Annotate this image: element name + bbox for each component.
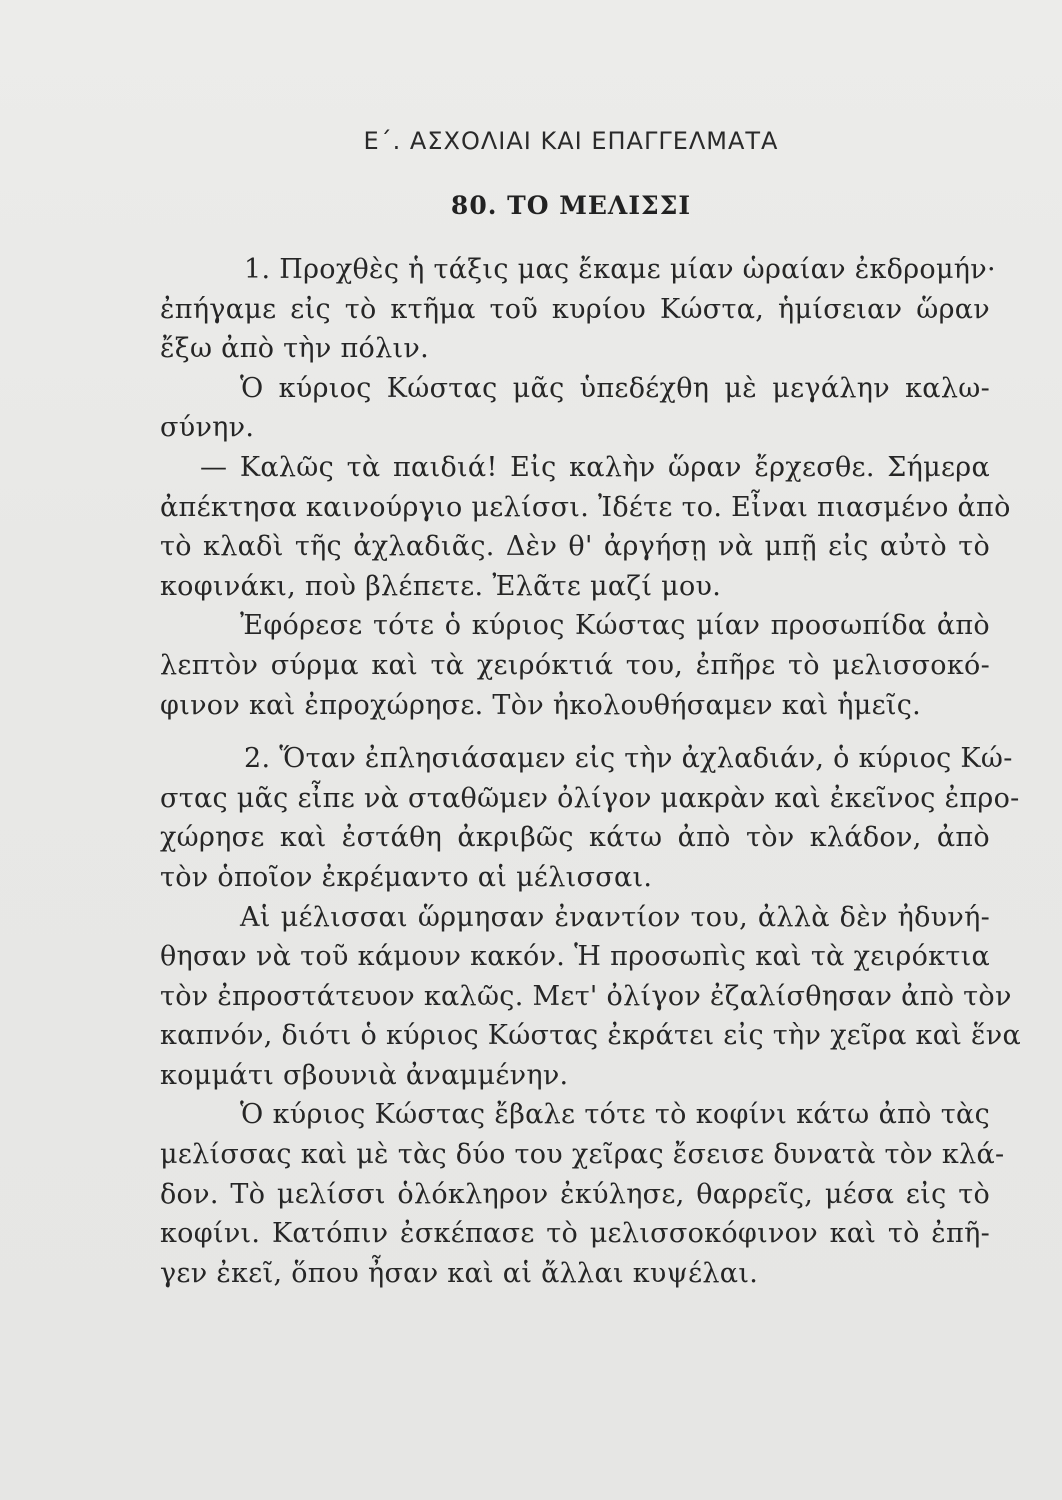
text-line: Αἱ μέλισσαι ὥρμησαν ἐναντίον του, ἀλλὰ δὲν ἠδυνή- <box>240 901 990 933</box>
text-line: χώρησε καὶ ἐστάθη ἀκριβῶς κάτω ἀπὸ τὸν κλάδον, ἀπὸ <box>160 822 990 854</box>
text-line: Ὁ κύριος Κώστας μᾶς ὑπεδέχθη μὲ μεγάλην καλω- <box>240 372 990 404</box>
text-line: σύνην. <box>160 412 255 444</box>
text-line: κομμάτι σβουνιὰ ἀναμμένην. <box>160 1059 569 1091</box>
text-line: μελίσσας καὶ μὲ τὰς δύο του χεῖρας ἔσεισε δυνατὰ τὸν κλά- <box>160 1139 1005 1171</box>
text-line: ἐπήγαμε εἰς τὸ κτῆμα τοῦ κυρίου Κώστα, ἡμίσειαν ὥραν <box>160 293 990 325</box>
text-line: κοφίνι. Κατόπιν ἐσκέπασε τὸ μελισσοκόφινον καὶ τὸ ἐπῆ- <box>160 1218 990 1250</box>
text-body <box>160 250 1022 1293</box>
text-line: Ἐφόρεσε τότε ὁ κύριος Κώστας μίαν προσωπίδα ἀπὸ <box>240 610 990 642</box>
text-line: τὸ κλαδὶ τῆς ἀχλαδιᾶς. Δὲν θ' ἀργήσῃ νὰ μπῇ εἰς αὐτὸ τὸ <box>160 531 990 563</box>
text-line: στας μᾶς εἶπε νὰ σταθῶμεν ὀλίγον μακρὰν καὶ ἐκεῖνος ἐπρο- <box>160 782 1020 814</box>
text-line: δον. Τὸ μελίσσι ὁλόκληρον ἐκύλησε, θαρρεῖς, μέσα εἰς τὸ <box>160 1178 990 1210</box>
text-line: Ὁ κύριος Κώστας ἔβαλε τότε τὸ κοφίνι κάτω ἀπὸ τὰς <box>240 1099 990 1131</box>
text-line: 1. Προχθὲς ἡ τάξις μας ἔκαμε μίαν ὡραίαν ἐκδρομήν· <box>244 254 996 285</box>
text-line: θησαν νὰ τοῦ κάμουν κακόν. Ἡ προσωπὶς καὶ τὰ χειρόκτια <box>160 941 990 973</box>
text-line: φινον καὶ ἐπροχώρησε. Τὸν ἠκολουθήσαμεν καὶ ἡμεῖς. <box>160 689 922 721</box>
lesson-title: 80. ΤΟ ΜΕΛΙΣΣΙ <box>450 191 692 220</box>
text-line: λεπτὸν σύρμα καὶ τὰ χειρόκτιά του, ἐπῆρε τὸ μελισσοκό- <box>160 649 990 681</box>
text-line: ἀπέκτησα καινούργιο μελίσσι. Ἰδέτε το. Εἶναι πιασμένο ἀπὸ <box>160 491 1011 523</box>
text-line: γεν ἐκεῖ, ὅπου ἦσαν καὶ αἱ ἄλλαι κυψέλαι. <box>160 1257 759 1289</box>
chapter-heading: Ε΄. ΑΣΧΟΛΙΑΙ ΚΑΙ ΕΠΑΓΓΕΛΜΑΤΑ <box>363 127 779 155</box>
text-line: ἔξω ἀπὸ τὴν πόλιν. <box>160 333 429 365</box>
text-line: κοφινάκι, ποὺ βλέπετε. Ἐλᾶτε μαζί μου. <box>160 570 722 602</box>
text-line: τὸν ἐπροστάτευον καλῶς. Μετ' ὀλίγον ἐζαλίσθησαν ἀπὸ τὸν <box>160 980 1012 1012</box>
text-line: τὸν ὁποῖον ἐκρέμαντο αἱ μέλισσαι. <box>160 861 653 893</box>
text-line: — Καλῶς τὰ παιδιά! Εἰς καλὴν ὥραν ἔρχεσθε. Σήμερα <box>200 451 990 483</box>
text-line: 2. Ὅταν ἐπλησιάσαμεν εἰς τὴν ἀχλαδιάν, ὁ κύριος Κώ- <box>244 743 1013 775</box>
text-line: καπνόν, διότι ὁ κύριος Κώστας ἐκράτει εἰς τὴν χεῖρα καὶ ἕνα <box>160 1020 1022 1052</box>
